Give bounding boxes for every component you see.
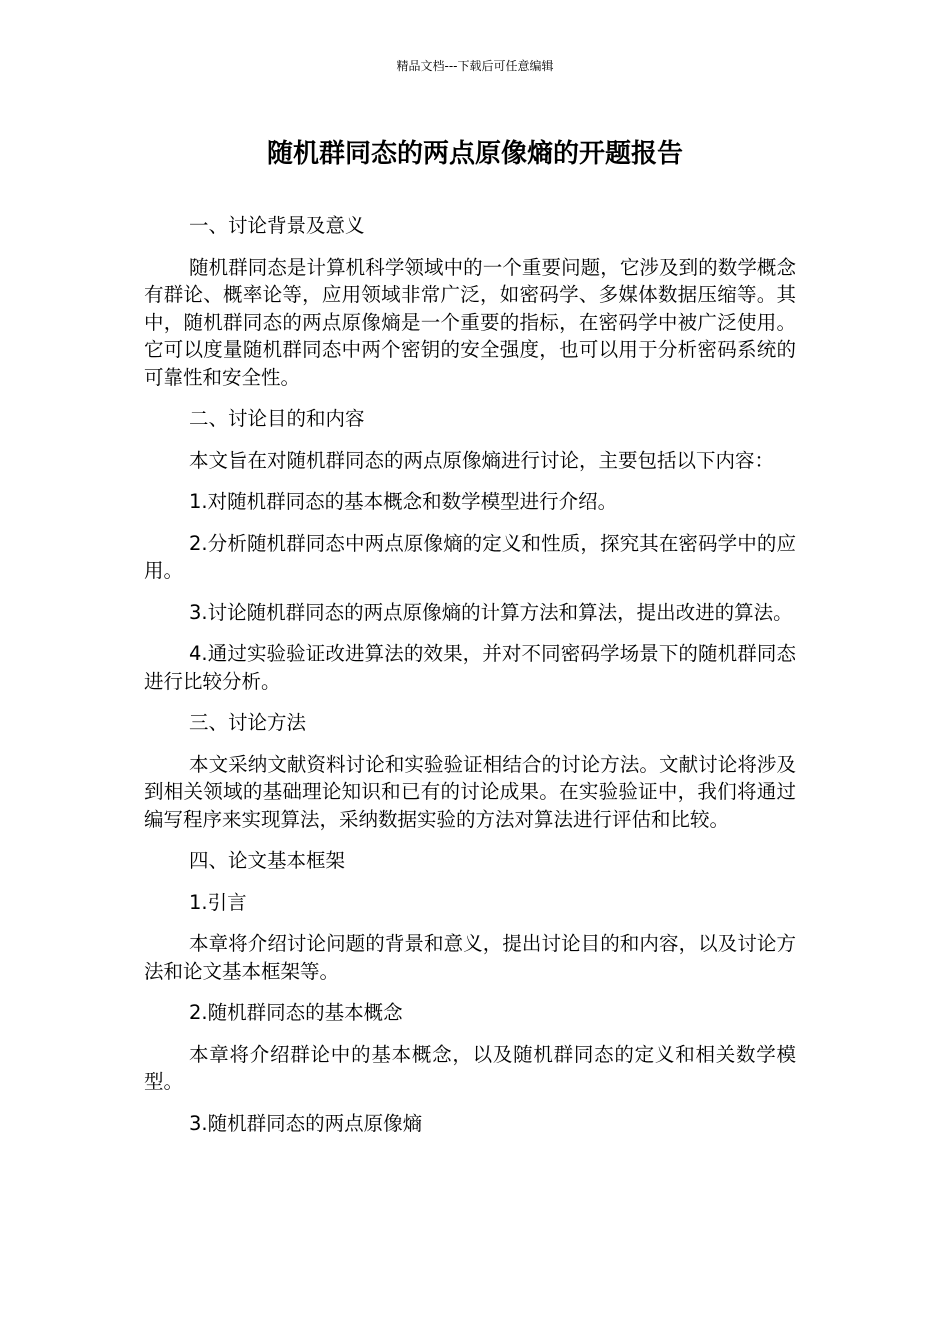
document-title: 随机群同态的两点原像熵的开题报告 bbox=[266, 139, 683, 169]
list-item-4: 4.通过实验验证改进算法的效果，并对不同密码学场景下的随机群同态进行比较分析。 bbox=[144, 642, 796, 693]
section-heading-framework: 四、论文基本框架 bbox=[189, 849, 346, 872]
paragraph-method: 本文采纳文献资料讨论和实验验证相结合的讨论方法。文献讨论将涉及到相关领域的基础理论知识和已有的讨论成果。在实验验证中，我们将通过编写程序来实现算法，采纳数据实验的方法对算法进行评估和比较。 bbox=[144, 752, 796, 831]
section-heading-purpose: 二、讨论目的和内容 bbox=[189, 407, 365, 430]
paragraph-background: 随机群同态是计算机科学领域中的一个重要问题，它涉及到的数学概念有群论、概率论等，应用领域非常广泛，如密码学、多媒体数据压缩等。其中，随机群同态的两点原像熵是一个重要的指标，在密码学中被广泛使用。它可以度量随机群同态中两个密钥的安全强度，也可以用于分析密码系统的可靠性和安全性。 bbox=[144, 255, 796, 389]
list-item-1: 1.对随机群同态的基本概念和数学模型进行介绍。 bbox=[189, 490, 618, 513]
document-body bbox=[144, 212, 796, 1151]
paragraph-purpose-intro: 本文旨在对随机群同态的两点原像熵进行讨论，主要包括以下内容： bbox=[189, 448, 775, 472]
list-item-2: 2.分析随机群同态中两点原像熵的定义和性质，探究其在密码学中的应用。 bbox=[144, 531, 796, 582]
list-item-3: 3.讨论随机群同态的两点原像熵的计算方法和算法，提出改进的算法。 bbox=[189, 600, 793, 624]
chapter-heading-1: 1.引言 bbox=[189, 890, 247, 914]
section-heading-method: 三、讨论方法 bbox=[189, 711, 307, 734]
page-header-note: 精品文档---下载后可任意编辑 bbox=[396, 59, 554, 73]
paragraph-chapter-1: 本章将介绍讨论问题的背景和意义，提出讨论目的和内容，以及讨论方法和论文基本框架等。 bbox=[144, 932, 796, 983]
paragraph-chapter-2: 本章将介绍群论中的基本概念，以及随机群同态的定义和相关数学模型。 bbox=[144, 1042, 796, 1093]
section-heading-background: 一、讨论背景及意义 bbox=[189, 214, 365, 237]
chapter-heading-2: 2.随机群同态的基本概念 bbox=[189, 1001, 403, 1024]
chapter-heading-3: 3.随机群同态的两点原像熵 bbox=[189, 1111, 423, 1135]
